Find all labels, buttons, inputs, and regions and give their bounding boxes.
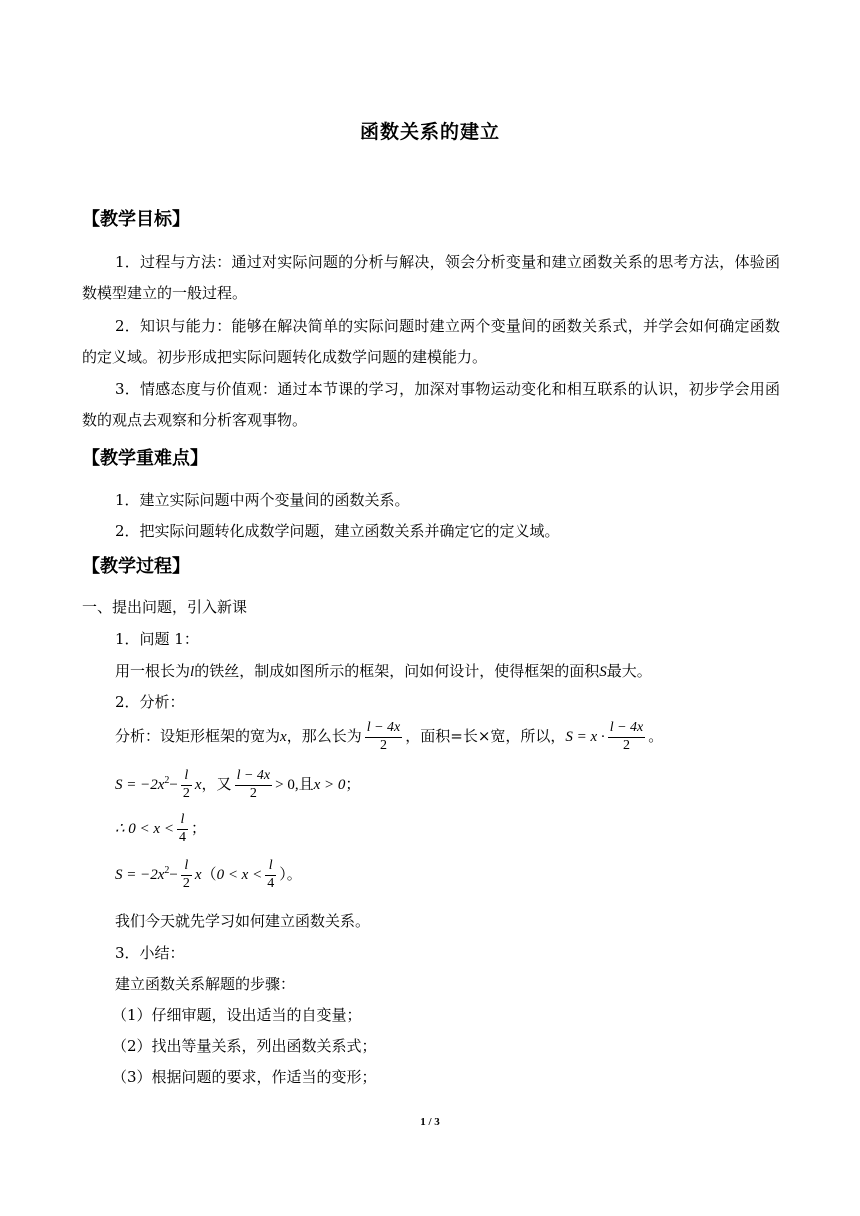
key-point-1: 1．建立实际问题中两个变量间的函数关系。 xyxy=(115,491,410,509)
section-heading-goals: 【教学目标】 xyxy=(82,209,190,230)
var-x: x xyxy=(194,777,202,793)
fraction-denominator: 2 xyxy=(182,785,190,801)
goal-paragraph-3: 3．情感态度与价值观：通过本节课的学习，加深对事物运动变化和相互联系的认识，初步学会用函数的观点去观察和分析客观事物。 xyxy=(82,380,780,429)
a1-text-a: 分析：设矩形框架的宽为 xyxy=(115,727,281,745)
var-x: x xyxy=(194,867,202,883)
fraction-denominator: 2 xyxy=(379,737,387,753)
page-title: 函数关系的建立 xyxy=(359,121,500,143)
inequality: > 0, xyxy=(275,777,299,793)
section-heading-process: 【教学过程】 xyxy=(82,556,190,577)
a1-end: 。 xyxy=(648,727,664,745)
fraction-l-over-4 xyxy=(265,858,276,891)
area-formula: S = −2x xyxy=(115,867,165,883)
fraction-l-over-2 xyxy=(181,858,192,891)
var-l: l xyxy=(190,664,195,680)
var-s: S xyxy=(599,664,607,680)
fraction-length xyxy=(365,720,403,753)
minus-sign: − xyxy=(169,867,178,883)
fraction-denominator: 4 xyxy=(178,829,186,845)
analysis-line-1 xyxy=(115,714,663,759)
fraction-denominator: 2 xyxy=(182,875,190,891)
summary-label: 3．小结： xyxy=(115,944,185,962)
fraction-numerator: l − 4x xyxy=(235,768,273,785)
area-expression: S = x · xyxy=(565,729,605,745)
fraction-denominator: 2 xyxy=(622,737,630,753)
fraction-denominator: 2 xyxy=(249,785,257,801)
exponent: 2 xyxy=(164,865,170,876)
domain-inequality: 0 < x < xyxy=(216,867,263,883)
steps-title: 建立函数关系解题的步骤： xyxy=(115,975,296,993)
a2-and: 且 xyxy=(298,775,314,793)
analysis-line-3 xyxy=(115,806,206,851)
a2-text: ，又 xyxy=(201,775,232,793)
question-1-text xyxy=(115,656,652,688)
paren-close: ）。 xyxy=(279,865,302,883)
question-1-label: 1．问题 1： xyxy=(115,630,199,648)
step-1: （1）仔细审题，设出适当的自变量； xyxy=(112,1006,362,1024)
minus-sign: − xyxy=(169,777,178,793)
q1-text-c: 最大。 xyxy=(606,662,652,680)
fraction-length-2 xyxy=(608,720,646,753)
domain-inequality: ∴ 0 < x < xyxy=(115,821,174,837)
a1-text-c: ，面积=长×宽，所以， xyxy=(405,727,566,745)
var-x: x xyxy=(280,729,287,745)
exponent: 2 xyxy=(164,775,170,786)
a2-end: ； xyxy=(345,775,361,793)
step-2: （2）找出等量关系，列出函数关系式； xyxy=(112,1037,377,1055)
analysis-line-2 xyxy=(115,762,360,807)
fraction-numerator: l xyxy=(181,768,192,785)
q1-text-a: 用一根长为 xyxy=(115,662,191,680)
fraction-numerator: l xyxy=(181,858,192,875)
step-3: （3）根据问题的要求，作适当的变形； xyxy=(112,1068,377,1086)
goal-paragraph-2: 2．知识与能力：能够在解决简单的实际问题时建立两个变量间的函数关系式，并学会如何确定函数的定义域。初步形成把实际问题转化成数学问题的建模能力。 xyxy=(82,317,780,366)
paren-open: （ xyxy=(201,865,217,883)
learn-line: 我们今天就先学习如何建立函数关系。 xyxy=(115,912,371,930)
section-heading-key-points: 【教学重难点】 xyxy=(82,448,208,469)
fraction-numerator: l − 4x xyxy=(365,720,403,737)
fraction-numerator: l xyxy=(265,858,276,875)
area-formula: S = −2x xyxy=(115,777,165,793)
analysis-label: 2．分析： xyxy=(115,693,185,711)
a1-text-b: ，那么长为 xyxy=(286,727,362,745)
fraction-length-3 xyxy=(235,768,273,801)
process-part-1-heading: 一、提出问题，引入新课 xyxy=(82,598,248,616)
q1-text-b: 的铁丝，制成如图所示的框架，问如何设计，使得框架的面积 xyxy=(194,662,600,680)
fraction-numerator: l − 4x xyxy=(608,720,646,737)
a3-end: ； xyxy=(190,819,206,837)
fraction-l-over-4 xyxy=(177,812,188,845)
goal-paragraph-1: 1．过程与方法：通过对实际问题的分析与解决，领会分析变量和建立函数关系的思考方法，体验函数模型建立的一般过程。 xyxy=(82,253,780,302)
key-point-2: 2．把实际问题转化成数学问题，建立函数关系并确定它的定义域。 xyxy=(115,522,560,540)
condition: x > 0 xyxy=(313,777,346,793)
page-number: 1 / 3 xyxy=(420,1116,440,1128)
fraction-denominator: 4 xyxy=(267,875,275,891)
analysis-line-4 xyxy=(115,852,302,897)
fraction-numerator: l xyxy=(177,812,188,829)
fraction-l-over-2 xyxy=(181,768,192,801)
